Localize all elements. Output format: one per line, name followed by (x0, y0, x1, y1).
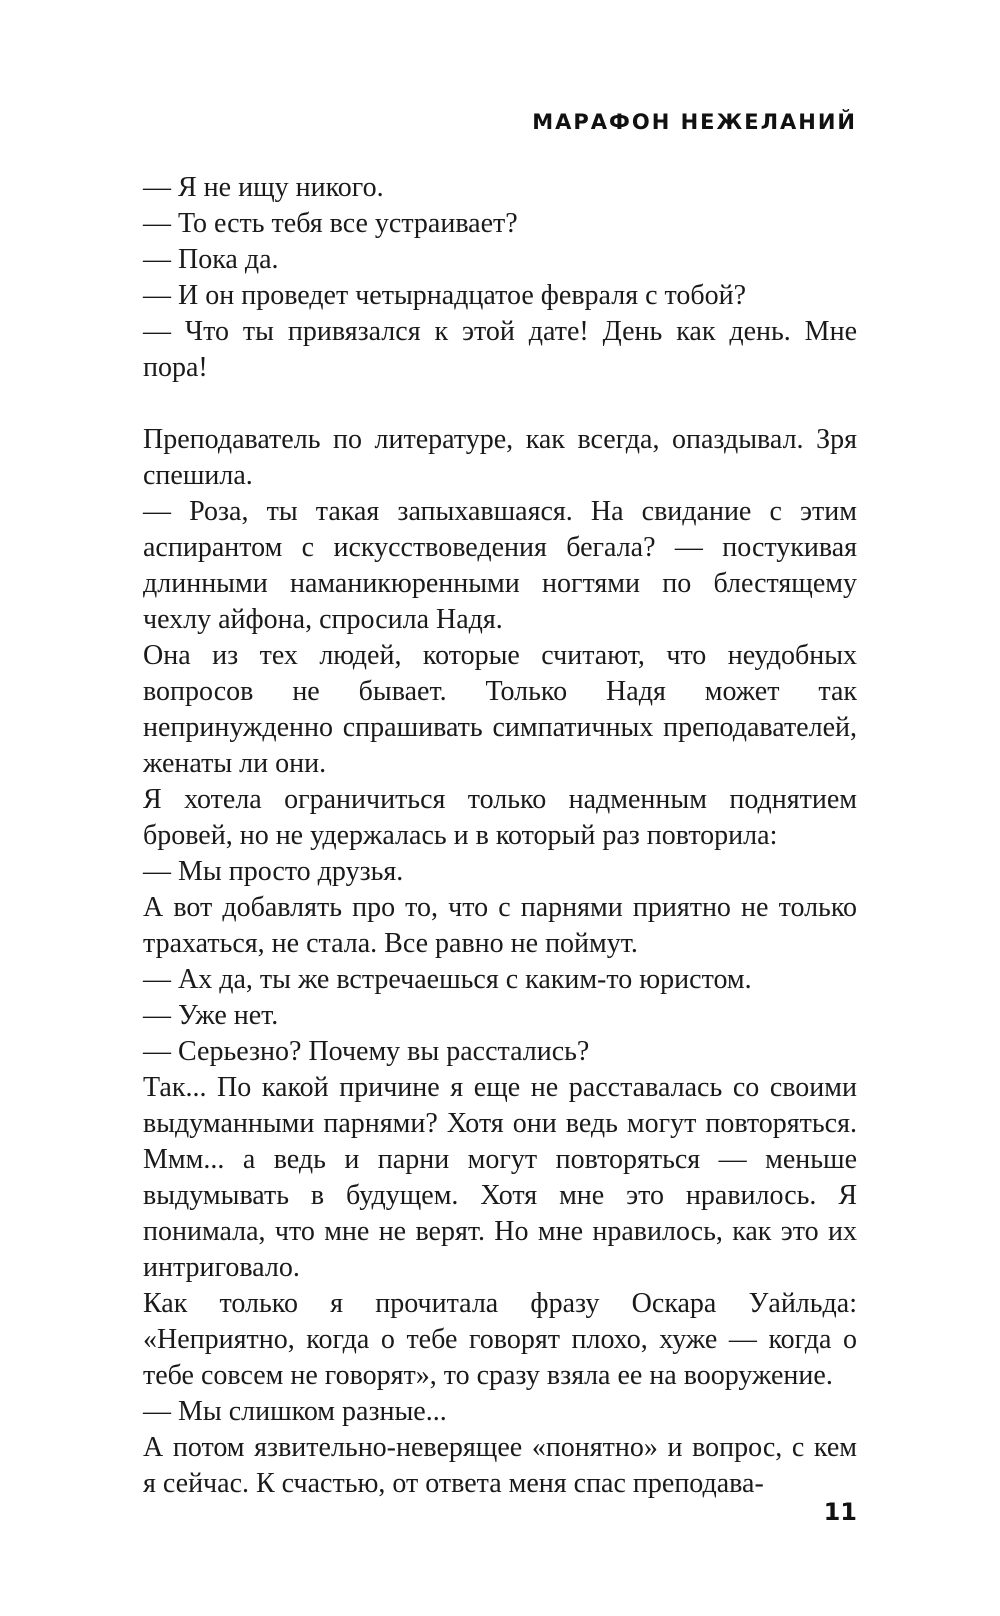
body-text (143, 170, 857, 1502)
paragraph: Преподаватель по литературе, как всегда, опаздывал. Зря спешила. (143, 424, 857, 491)
paragraph: — Что ты привязался к этой дате! День как день. Мне пора! (143, 316, 857, 383)
paragraph: — Пока да. (143, 244, 279, 275)
page-number: 11 (823, 1498, 857, 1526)
paragraph: — Роза, ты такая запыхавшаяся. На свидание с этим аспирантом с искусствоведения бегала? — постукивая длинными наманикюренными ногтями по блестящему чехлу айфона, спросила Надя. (143, 496, 857, 635)
paragraph: Как только я прочитала фразу Оскара Уайльда: «Неприятно, когда о тебе говорят плохо, хуже — когда о тебе совсем не говорят», то сразу взяла ее на вооружение. (143, 1288, 857, 1391)
paragraph: — Я не ищу никого. (143, 172, 384, 203)
paragraph: Я хотела ограничиться только надменным поднятием бровей, но не удержалась и в который раз повторила: (143, 784, 857, 851)
paragraph: — Мы слишком разные... (143, 1396, 447, 1427)
paragraph: — Уже нет. (143, 1000, 279, 1031)
paragraph: — Ах да, ты же встречаешься с каким-то юристом. (143, 964, 752, 995)
paragraph: — И он проведет четырнадцатое февраля с тобой? (143, 280, 747, 311)
paragraph: — Серьезно? Почему вы расстались? (143, 1036, 590, 1067)
paragraph: А вот добавлять про то, что с парнями приятно не только трахаться, не стала. Все равно не поймут. (143, 892, 857, 959)
paragraph: — То есть тебя все устраивает? (143, 208, 518, 239)
paragraph: — Мы просто друзья. (143, 856, 404, 887)
paragraph: Она из тех людей, которые считают, что неудобных вопросов не бывает. Только Надя может так непринужденно спрашивать симпатичных преподавателей, женаты ли они. (143, 640, 857, 779)
paragraph: Так... По какой причине я еще не расставалась со своими выдуманными парнями? Хотя они ведь могут повторяться. Ммм... а ведь и парни могут повторяться — меньше выдумывать в будущем. Хотя мне это нравилось. Я понимала, что мне не верят. Но мне нравилось, как это их интриговало. (143, 1072, 857, 1283)
paragraph: А потом язвительно-неверящее «понятно» и вопрос, с кем я сейчас. К счастью, от ответа меня спас преподава- (143, 1432, 857, 1499)
running-title: МАРАФОН НЕЖЕЛАНИЙ (532, 110, 857, 134)
